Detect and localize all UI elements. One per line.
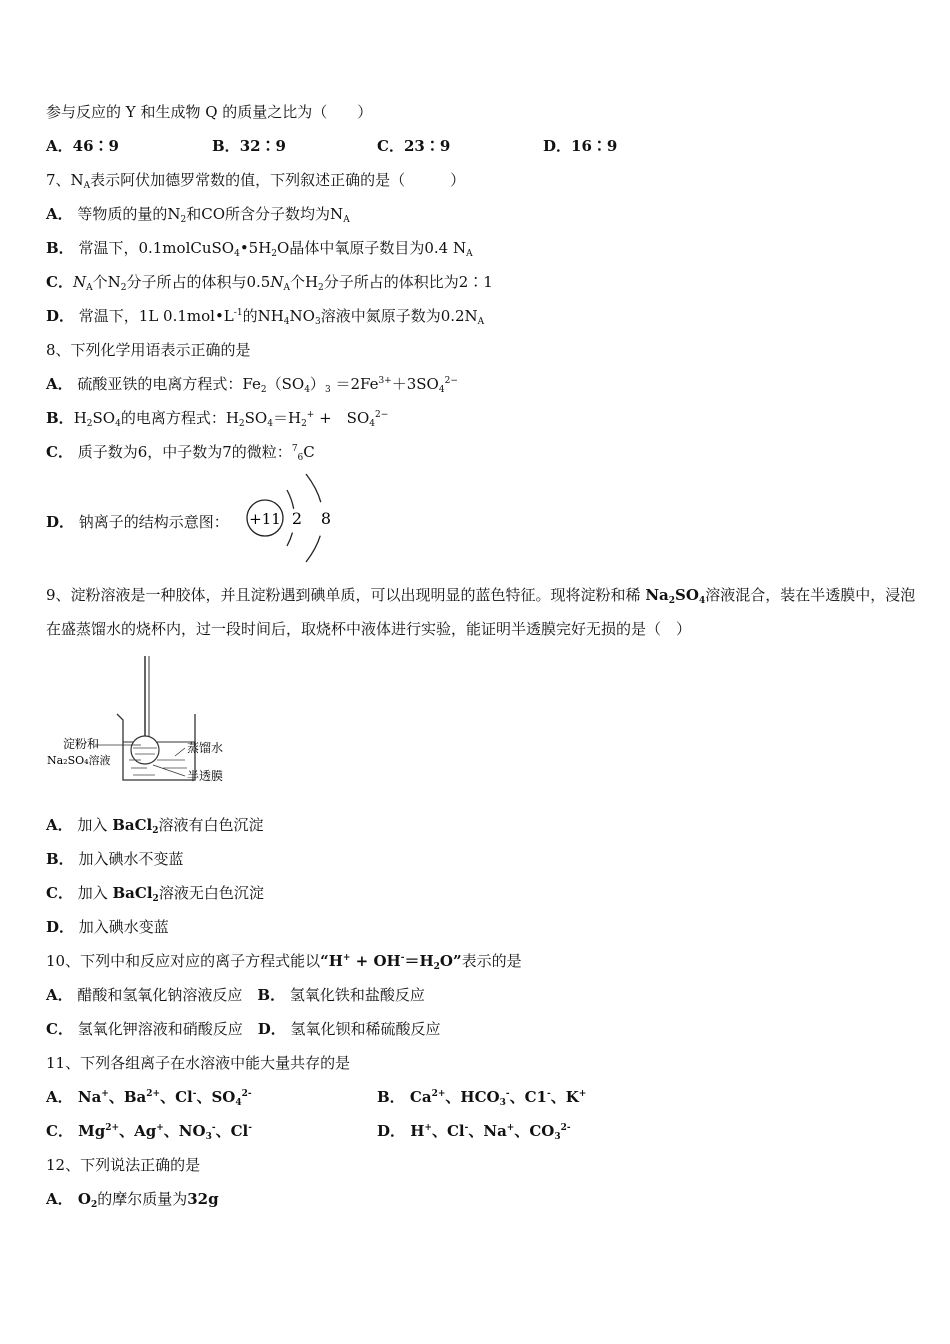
q9-option-b[interactable]: B． 加入碘水不变蓝 <box>46 850 184 868</box>
q12-option-a[interactable]: A． $O_2$的摩尔质量为32g <box>46 1190 219 1210</box>
q10-options-row2[interactable]: C． 氢氧化钾溶液和硝酸反应 D． 氢氧化钡和稀硫酸反应 <box>46 1020 441 1038</box>
q7-option-d[interactable]: D． 常温下，1L $0.1mol•L^{-1}$的$NH_4NO_3$溶液中氮原子数为$0.2N_A$ <box>46 307 485 327</box>
shell-1-count: 2 <box>291 509 303 528</box>
q8-option-c[interactable]: C． 质子数为6，中子数为7的微粒：$^7_6$C <box>46 443 315 463</box>
q7-option-c[interactable]: C．$N_A$个$N_2$分子所占的体积与$0.5N_A$个$H_2$分子所占的体积比为2∶1 <box>46 273 493 293</box>
q6-option-c[interactable]: C．23∶9 <box>377 137 451 155</box>
q8-option-a[interactable]: A． 硫酸亚铁的电离方程式：$Fe_2(SO_4)_3 =2Fe^{3+}+3SO_4^{2-}$ <box>46 375 458 395</box>
q6-option-b[interactable]: B．32∶9 <box>212 137 286 155</box>
q8-option-d[interactable]: D． 钠离子的结构示意图： <box>46 513 229 531</box>
q10-options-row1[interactable]: A． 醋酸和氢氧化钠溶液反应 B． 氢氧化铁和盐酸反应 <box>46 986 425 1004</box>
q7-option-a[interactable]: A． 等物质的量的$N_2$和CO所含分子数均为$N_A$ <box>46 205 350 225</box>
q11-option-b[interactable]: B． $Ca^{2+}$、$HCO_3^-$、C1-、K+ <box>377 1088 587 1108</box>
q10-stem: 10、下列中和反应对应的离子方程式能以“$H^+ + OH^-=H_2O$”表示的是 <box>46 952 522 972</box>
shell-2-count: 8 <box>320 509 332 528</box>
label-starch: 淀粉和 <box>63 737 100 751</box>
q11-option-d[interactable]: D． H+、Cl-、Na+、$CO_3^{2-}$ <box>377 1122 571 1142</box>
q6-stem: 参与反应的 Y 和生成物 Q 的质量之比为（ ） <box>46 103 373 121</box>
q6-option-a[interactable]: A．46∶9 <box>46 137 119 155</box>
q9-option-a[interactable]: A． 加入 BaCl$_2$溶液有白色沉淀 <box>46 816 264 836</box>
q7-stem: 7、$N_A$表示阿伏加德罗常数的值，下列叙述正确的是（ ） <box>46 171 466 191</box>
q11-stem: 11、下列各组离子在水溶液中能大量共存的是 <box>46 1054 351 1072</box>
label-distilled-water: 蒸馏水 <box>187 741 224 755</box>
q12-stem: 12、下列说法正确的是 <box>46 1156 201 1174</box>
q11-option-c[interactable]: C． $Mg^{2+}$、Ag+、$NO_3^-$、Cl- <box>46 1122 252 1142</box>
dialysis-beaker-figure <box>45 652 240 787</box>
q8-option-b[interactable]: B．$H_2SO_4$的电离方程式：$H_2SO_4=H_2^+$ + $SO_4^{2-}$ <box>46 409 389 429</box>
label-na2so4-solution: Na₂SO₄溶液 <box>47 754 111 767</box>
q9-stem: 9、淀粉溶液是一种胶体，并且淀粉遇到碘单质，可以出现明显的蓝色特征。现将淀粉和稀 $Na_2SO_4$溶液混合，装在半透膜中，浸泡在盛蒸馏水的烧杯内，过一段时间后，取烧杯中液体进行实验，能证明半透膜完好无损的是（ ） <box>46 586 916 638</box>
q8-stem: 8、下列化学用语表示正确的是 <box>46 341 251 359</box>
q9-option-c[interactable]: C． 加入 BaCl$_2$溶液无白色沉淀 <box>46 884 264 904</box>
q11-option-a[interactable]: A． Na+、$Ba^{2+}$、Cl-、$SO_4^{2-}$ <box>46 1088 252 1108</box>
nucleus-charge: +11 <box>249 510 281 528</box>
sodium-ion-structure-diagram <box>240 470 340 566</box>
q7-option-b[interactable]: B． 常温下，$0.1molCuSO_4•5H_2O$晶体中氧原子数目为0.4 $N_A$ <box>46 239 473 259</box>
q6-option-d[interactable]: D．16∶9 <box>543 137 618 155</box>
label-semipermeable-membrane: 半透膜 <box>187 769 224 783</box>
q9-option-d[interactable]: D． 加入碘水变蓝 <box>46 918 169 936</box>
